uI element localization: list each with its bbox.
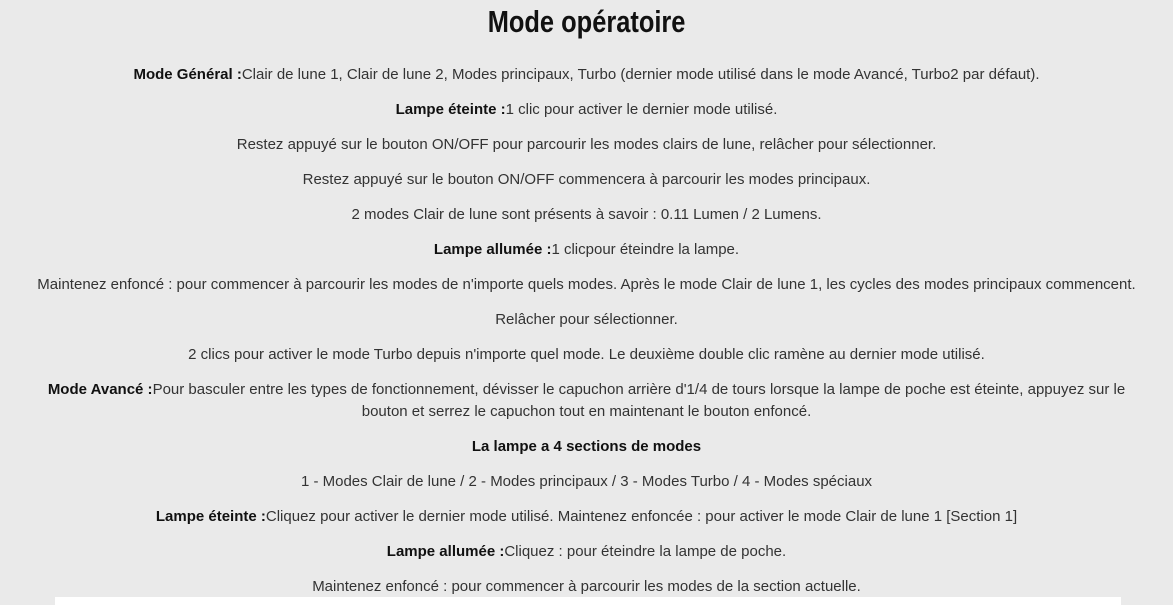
instruction-paragraph (24, 239, 1149, 261)
instruction-text: Maintenez enfoncé : pour commencer à parcourir les modes de n'importe quels modes. Après le mode Clair de lune 1, les cycles des modes principaux commencent. (37, 276, 1136, 293)
instruction-text: Cliquez pour activer le dernier mode utilisé. Maintenez enfoncée : pour activer le mode Clair de lune 1 [Section 1] (265, 508, 1018, 525)
page-title-text: Mode opératoire (487, 4, 686, 39)
instruction-text: Restez appuyé sur le bouton ON/OFF commencera à parcourir les modes principaux. (302, 171, 871, 188)
instruction-label: Lampe éteinte : (395, 101, 506, 118)
instruction-paragraph (24, 344, 1149, 366)
instruction-label: Lampe allumée : (433, 241, 552, 258)
instruction-label: Lampe allumée : (386, 543, 505, 560)
instruction-paragraph (24, 379, 1149, 423)
instruction-paragraph (24, 99, 1149, 121)
instruction-text: Pour basculer entre les types de fonctionnement, dévisser le capuchon arrière d'1/4 de tours lorsque la lampe de poche est éteinte, appuyez sur le bouton et serrez le capuchon tout en maintenant le bouton enfoncé. (152, 381, 1126, 420)
instruction-text: Cliquez : pour éteindre la lampe de poche. (504, 543, 787, 560)
instruction-text: Clair de lune 1, Clair de lune 2, Modes principaux, Turbo (dernier mode utilisé dans le mode Avancé, Turbo2 par défaut). (241, 66, 1040, 83)
instruction-paragraph (24, 436, 1149, 458)
instruction-text: 2 clics pour activer le mode Turbo depuis n'importe quel mode. Le deuxième double clic ramène au dernier mode utilisé. (188, 346, 985, 363)
instruction-text: 1 clic pour activer le dernier mode utilisé. (505, 101, 778, 118)
instruction-paragraph (24, 576, 1149, 598)
instruction-text: 2 modes Clair de lune sont présents à savoir : 0.11 Lumen / 2 Lumens. (351, 206, 822, 223)
instruction-paragraph (24, 471, 1149, 493)
instruction-label: Mode Avancé : (47, 381, 153, 398)
instruction-paragraph (24, 506, 1149, 528)
instruction-text: Relâcher pour sélectionner. (495, 311, 678, 328)
instruction-text: 1 - Modes Clair de lune / 2 - Modes principaux / 3 - Modes Turbo / 4 - Modes spéciaux (300, 473, 873, 490)
instruction-label: La lampe a 4 sections de modes (471, 438, 702, 455)
instruction-paragraph (24, 541, 1149, 563)
instruction-paragraph (24, 64, 1149, 86)
instruction-label: Mode Général : (133, 66, 242, 83)
page-title (24, 4, 1149, 40)
instruction-paragraph (24, 204, 1149, 226)
instruction-label: Lampe éteinte : (155, 508, 266, 525)
instruction-paragraph (24, 309, 1149, 331)
instruction-list (24, 64, 1149, 598)
instruction-text: Maintenez enfoncé : pour commencer à parcourir les modes de la section actuelle. (312, 578, 861, 595)
instruction-text: Restez appuyé sur le bouton ON/OFF pour parcourir les modes clairs de lune, relâcher pour sélectionner. (236, 136, 937, 153)
instruction-paragraph (24, 169, 1149, 191)
instruction-paragraph (24, 134, 1149, 156)
instruction-text: 1 clicpour éteindre la lampe. (551, 241, 740, 258)
next-section-top-edge (55, 597, 1121, 605)
instruction-paragraph (24, 274, 1149, 296)
